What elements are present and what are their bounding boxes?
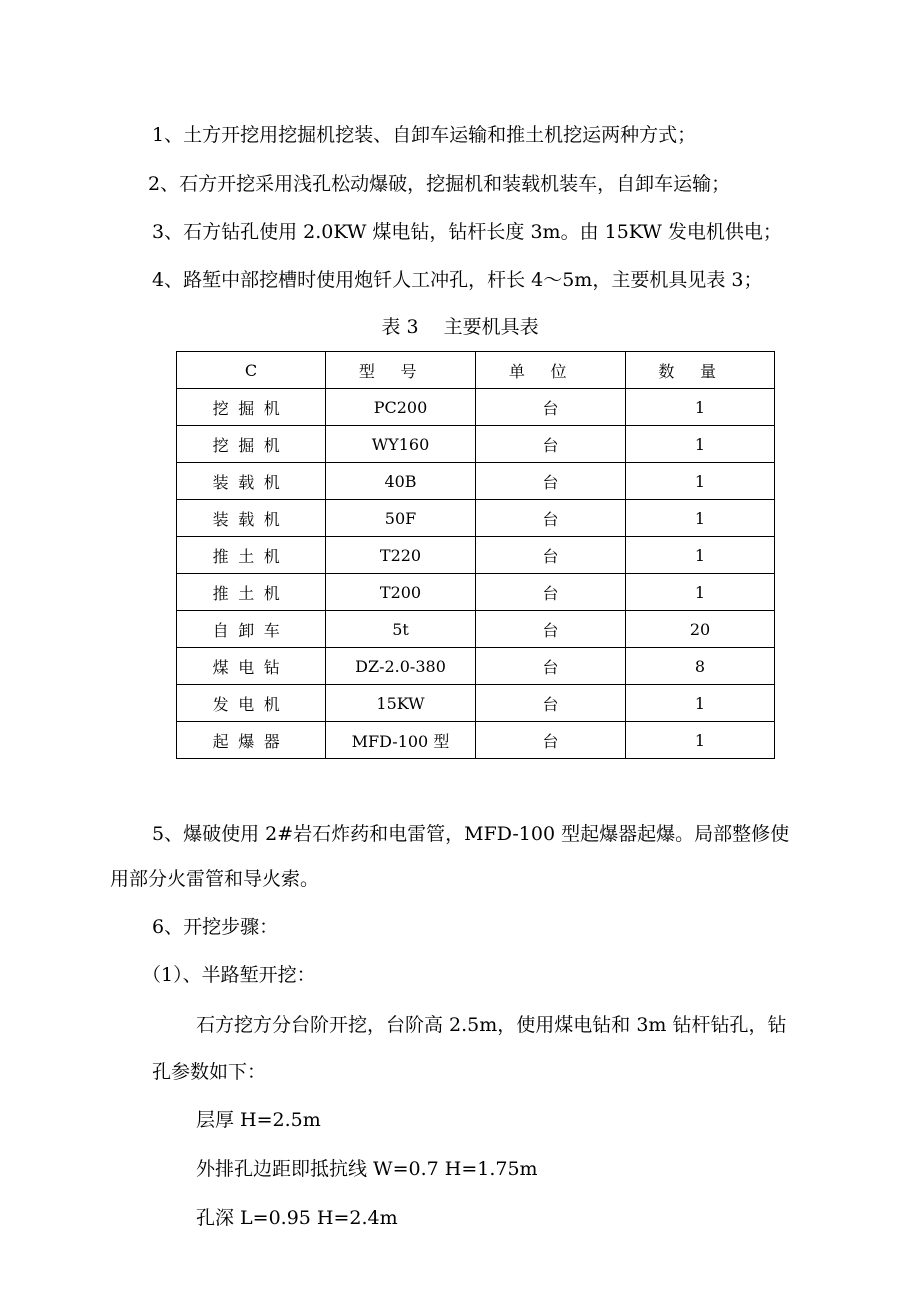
cell-name: 起爆器 [177, 722, 326, 759]
table-row [177, 537, 775, 574]
cell-unit: 台 [476, 463, 626, 500]
param-edge-distance: 外排孔边距即抵抗线 W=0.7 H=1.75m [196, 1158, 538, 1180]
cell-model: MFD-100 型 [326, 722, 476, 759]
item-1: 1、土方开挖用挖掘机挖装、自卸车运输和推土机挖运两种方式； [152, 124, 697, 146]
cell-unit: 台 [476, 500, 626, 537]
header-model: 型号 [326, 352, 476, 389]
table-row [177, 426, 775, 463]
item-3: 3、石方钻孔使用 2.0KW 煤电钻，钻杆长度 3m。由 15KW 发电机供电； [152, 221, 782, 243]
table-row [177, 685, 775, 722]
body-line2: 孔参数如下： [152, 1061, 267, 1083]
table-caption: 表 3 主要机具表 [381, 316, 539, 338]
cell-name: 推土机 [177, 574, 326, 611]
cell-quantity: 1 [626, 426, 775, 463]
cell-model: T220 [326, 537, 476, 574]
table-header-row [177, 352, 775, 389]
cell-name: 装载机 [177, 500, 326, 537]
cell-name: 挖掘机 [177, 389, 326, 426]
step-title: 6、开挖步骤： [152, 916, 279, 938]
header-name: C [177, 352, 326, 389]
cell-model: DZ-2.0-380 [326, 648, 476, 685]
cell-unit: 台 [476, 574, 626, 611]
cell-quantity: 1 [626, 500, 775, 537]
cell-quantity: 20 [626, 611, 775, 648]
cell-model: 5t [326, 611, 476, 648]
item-2: 2、石方开挖采用浅孔松动爆破，挖掘机和装载机装车，自卸车运输； [148, 173, 731, 195]
equipment-table [176, 351, 775, 759]
cell-model: 15KW [326, 685, 476, 722]
cell-quantity: 1 [626, 574, 775, 611]
table-row [177, 389, 775, 426]
cell-name: 推土机 [177, 537, 326, 574]
para5-line2: 用部分火雷管和导火索。 [110, 868, 320, 890]
cell-name: 装载机 [177, 463, 326, 500]
cell-unit: 台 [476, 389, 626, 426]
cell-quantity: 1 [626, 537, 775, 574]
cell-quantity: 1 [626, 463, 775, 500]
cell-unit: 台 [476, 722, 626, 759]
cell-model: WY160 [326, 426, 476, 463]
cell-model: 40B [326, 463, 476, 500]
cell-unit: 台 [476, 426, 626, 463]
cell-name: 煤电钻 [177, 648, 326, 685]
cell-name: 自卸车 [177, 611, 326, 648]
cell-model: 50F [326, 500, 476, 537]
table-row [177, 648, 775, 685]
table-row [177, 611, 775, 648]
cell-unit: 台 [476, 537, 626, 574]
cell-unit: 台 [476, 648, 626, 685]
table-row [177, 463, 775, 500]
table-row [177, 574, 775, 611]
cell-quantity: 8 [626, 648, 775, 685]
table-row [177, 722, 775, 759]
cell-name: 发电机 [177, 685, 326, 722]
cell-unit: 台 [476, 611, 626, 648]
cell-model: T200 [326, 574, 476, 611]
cell-unit: 台 [476, 685, 626, 722]
sub-title: （1）、半路堑开挖： [142, 964, 316, 986]
header-quantity: 数量 [626, 352, 775, 389]
para5-line1: 5、爆破使用 2#岩石炸药和电雷管，MFD-100 型起爆器起爆。局部整修使 [152, 823, 790, 845]
cell-quantity: 1 [626, 389, 775, 426]
cell-name: 挖掘机 [177, 426, 326, 463]
header-unit: 单位 [476, 352, 626, 389]
cell-model: PC200 [326, 389, 476, 426]
param-hole-depth: 孔深 L=0.95 H=2.4m [196, 1207, 398, 1229]
param-thickness: 层厚 H=2.5m [196, 1109, 321, 1131]
body-line1: 石方挖方分台阶开挖，台阶高 2.5m，使用煤电钻和 3m 钻杆钻孔，钻 [196, 1014, 787, 1036]
table-row [177, 500, 775, 537]
cell-quantity: 1 [626, 685, 775, 722]
item-4: 4、路堑中部挖槽时使用炮钎人工冲孔，杆长 4～5m，主要机具见表 3； [152, 269, 763, 291]
cell-quantity: 1 [626, 722, 775, 759]
